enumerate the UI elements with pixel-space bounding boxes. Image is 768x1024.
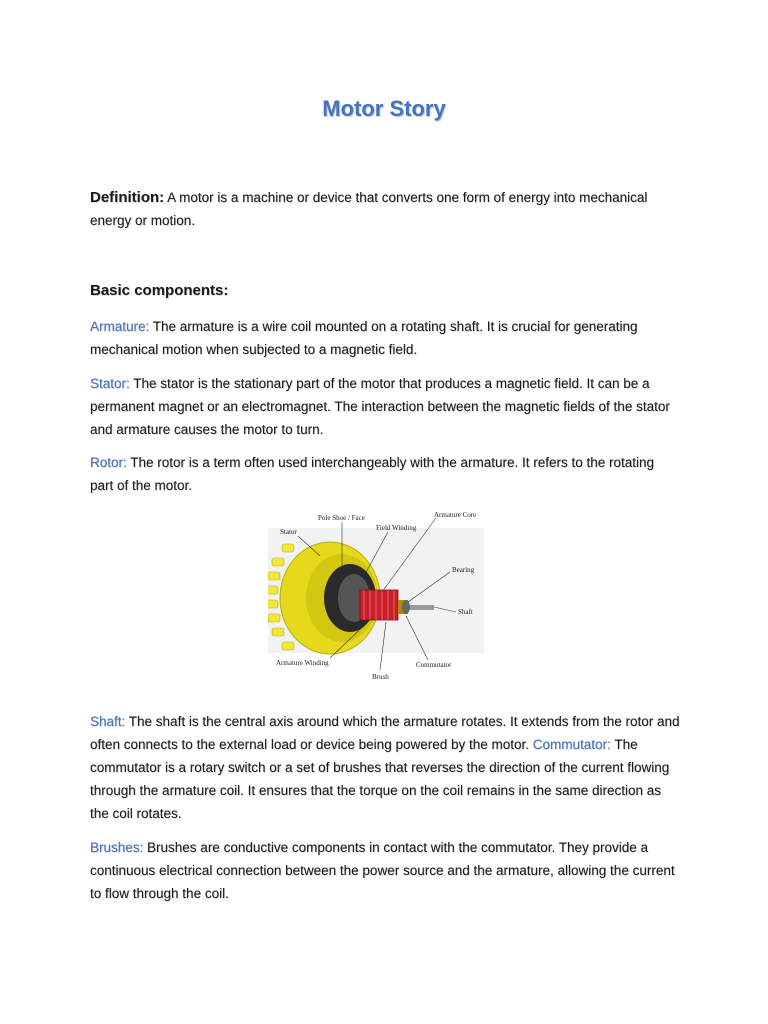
- motor-diagram: [268, 506, 484, 684]
- label-commutator: Commutator: [416, 661, 452, 669]
- armature-label: Armature:: [90, 319, 150, 334]
- rotor-text: The rotor is a term often used interchangeably with the armature. It refers to the rotating part of the motor.: [90, 455, 655, 493]
- label-stator: Stator: [280, 528, 297, 536]
- stator-label: Stator:: [90, 376, 130, 391]
- rotor-paragraph: [90, 451, 680, 497]
- armature-paragraph: [90, 315, 680, 361]
- label-armature-core: Armature Core: [434, 511, 477, 519]
- shaft-label: Shaft:: [90, 714, 126, 729]
- definition-label: Definition:: [90, 189, 165, 206]
- brushes-text: Brushes are conductive components in contact with the commutator. They provide a continuous electrical connection between the power source and the armature, allowing the current to flow through the coil.: [90, 840, 675, 901]
- label-bearing: Bearing: [452, 566, 475, 574]
- basic-components-heading: Basic components:: [90, 282, 229, 299]
- commutator-text: The commutator is a rotary switch or a set of brushes that reverses the direction of the current flowing through the armature coil. It ensures that the torque on the coil remains in the same direction as the coil rotates.: [90, 737, 670, 821]
- label-field-winding: Field Winding: [376, 524, 417, 532]
- stator-text: The stator is the stationary part of the motor that produces a magnetic field. It can be a permanent magnet or an electromagnet. The interaction between the magnetic fields of the stator and armature causes the motor to turn.: [90, 376, 670, 437]
- armature-text: The armature is a wire coil mounted on a rotating shaft. It is crucial for generating mechanical motion when subjected to a magnetic field.: [90, 319, 638, 357]
- brushes-paragraph: [90, 836, 680, 905]
- definition-paragraph: [90, 186, 680, 232]
- shaft-text: The shaft is the central axis around which the armature rotates. It extends from the rotor and often connects to the external load or device being powered by the motor.: [90, 714, 680, 752]
- rotor-label: Rotor:: [90, 455, 127, 470]
- brushes-label: Brushes:: [90, 840, 144, 855]
- label-armature-winding: Armature Winding: [276, 659, 329, 667]
- page-title: Motor Story: [322, 96, 446, 121]
- commutator-label: Commutator:: [532, 737, 611, 752]
- label-shaft: Shaft: [458, 608, 473, 616]
- stator-paragraph: [90, 372, 680, 441]
- definition-text: A motor is a machine or device that converts one form of energy into mechanical energy or motion.: [90, 190, 648, 228]
- label-pole-shoe: Pole Shoe / Face: [318, 514, 365, 522]
- shaft-commutator-paragraph: [90, 710, 680, 825]
- label-brush: Brush: [372, 673, 389, 681]
